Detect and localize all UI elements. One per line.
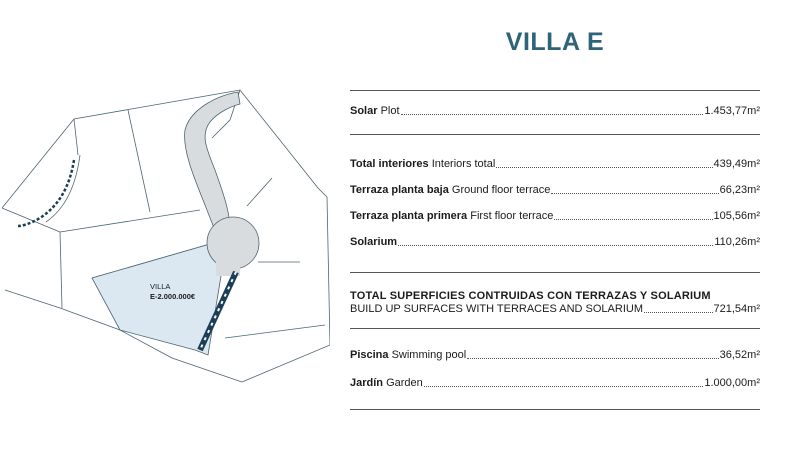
- total-heading: TOTAL SUPERFICIES CONTRUIDAS CON TERRAZAS Y SOLARIUM: [350, 290, 711, 302]
- ground-terrace-value: 66,23m²: [719, 184, 760, 196]
- divider: [350, 409, 760, 410]
- leader-dots: [401, 114, 704, 115]
- solar-value: 1.453,77m²: [704, 105, 760, 117]
- pool-label-bold: Piscina: [350, 349, 389, 361]
- lot-line: [60, 232, 62, 308]
- leader-dots: [496, 167, 712, 168]
- villa-price-label: E-2.000.000€: [150, 292, 196, 301]
- divider: [350, 272, 760, 273]
- solar-row: [350, 102, 760, 118]
- leader-dots: [424, 386, 704, 387]
- ground-terrace-label-rest: Ground floor terrace: [448, 184, 551, 196]
- curved-path: [18, 160, 74, 226]
- interiors-row: [350, 155, 760, 171]
- leader-dots: [551, 193, 718, 194]
- solarium-label-bold: Solarium: [350, 236, 398, 248]
- divider: [350, 90, 760, 91]
- pool-value: 36,52m²: [719, 349, 760, 361]
- divider: [350, 134, 760, 135]
- road-roundabout: [207, 217, 259, 269]
- ground-terrace-label-bold: Terraza planta baja: [350, 184, 449, 196]
- total-label: BUILD UP SURFACES WITH TERRACES AND SOLARIUM: [350, 303, 643, 315]
- divider: [350, 328, 760, 329]
- first-terrace-label-bold: Terraza planta primera: [350, 210, 468, 222]
- site-plan: [0, 80, 330, 400]
- interiors-value: 439,49m²: [713, 158, 760, 170]
- leader-dots: [554, 219, 712, 220]
- first-terrace-label-rest: First floor terrace: [467, 210, 554, 222]
- lot-line: [74, 119, 78, 155]
- curved-path-edge: [46, 155, 80, 222]
- first-terrace-value: 105,56m²: [713, 210, 760, 222]
- garden-value: 1.000,00m²: [704, 377, 760, 389]
- leader-dots: [467, 358, 718, 359]
- interiors-label-bold: Total interiores: [350, 158, 429, 170]
- pool-label-rest: Swimming pool: [388, 349, 467, 361]
- leader-dots: [398, 245, 713, 246]
- solar-label-bold: Solar: [350, 105, 378, 117]
- total-row: [350, 300, 760, 316]
- pool-row: [350, 346, 760, 362]
- villa-label: VILLA: [150, 282, 171, 291]
- lot-line: [128, 110, 150, 212]
- total-value: 721,54m²: [713, 303, 760, 315]
- leader-dots: [644, 312, 713, 313]
- garden-row: [350, 374, 760, 390]
- lot-line: [247, 178, 272, 206]
- garden-label-rest: Garden: [383, 377, 423, 389]
- first-terrace-row: [350, 207, 760, 223]
- lot-line: [2, 208, 60, 232]
- garden-label-bold: Jardín: [350, 377, 384, 389]
- ground-terrace-row: [350, 181, 760, 197]
- lot-line: [60, 210, 200, 232]
- lot-line: [225, 325, 325, 338]
- solarium-value: 110,26m²: [714, 236, 760, 248]
- page-title: VILLA E: [505, 28, 605, 56]
- interiors-label-rest: Interiors total: [428, 158, 496, 170]
- solarium-row: [350, 233, 760, 249]
- solar-label-rest: Plot: [377, 105, 400, 117]
